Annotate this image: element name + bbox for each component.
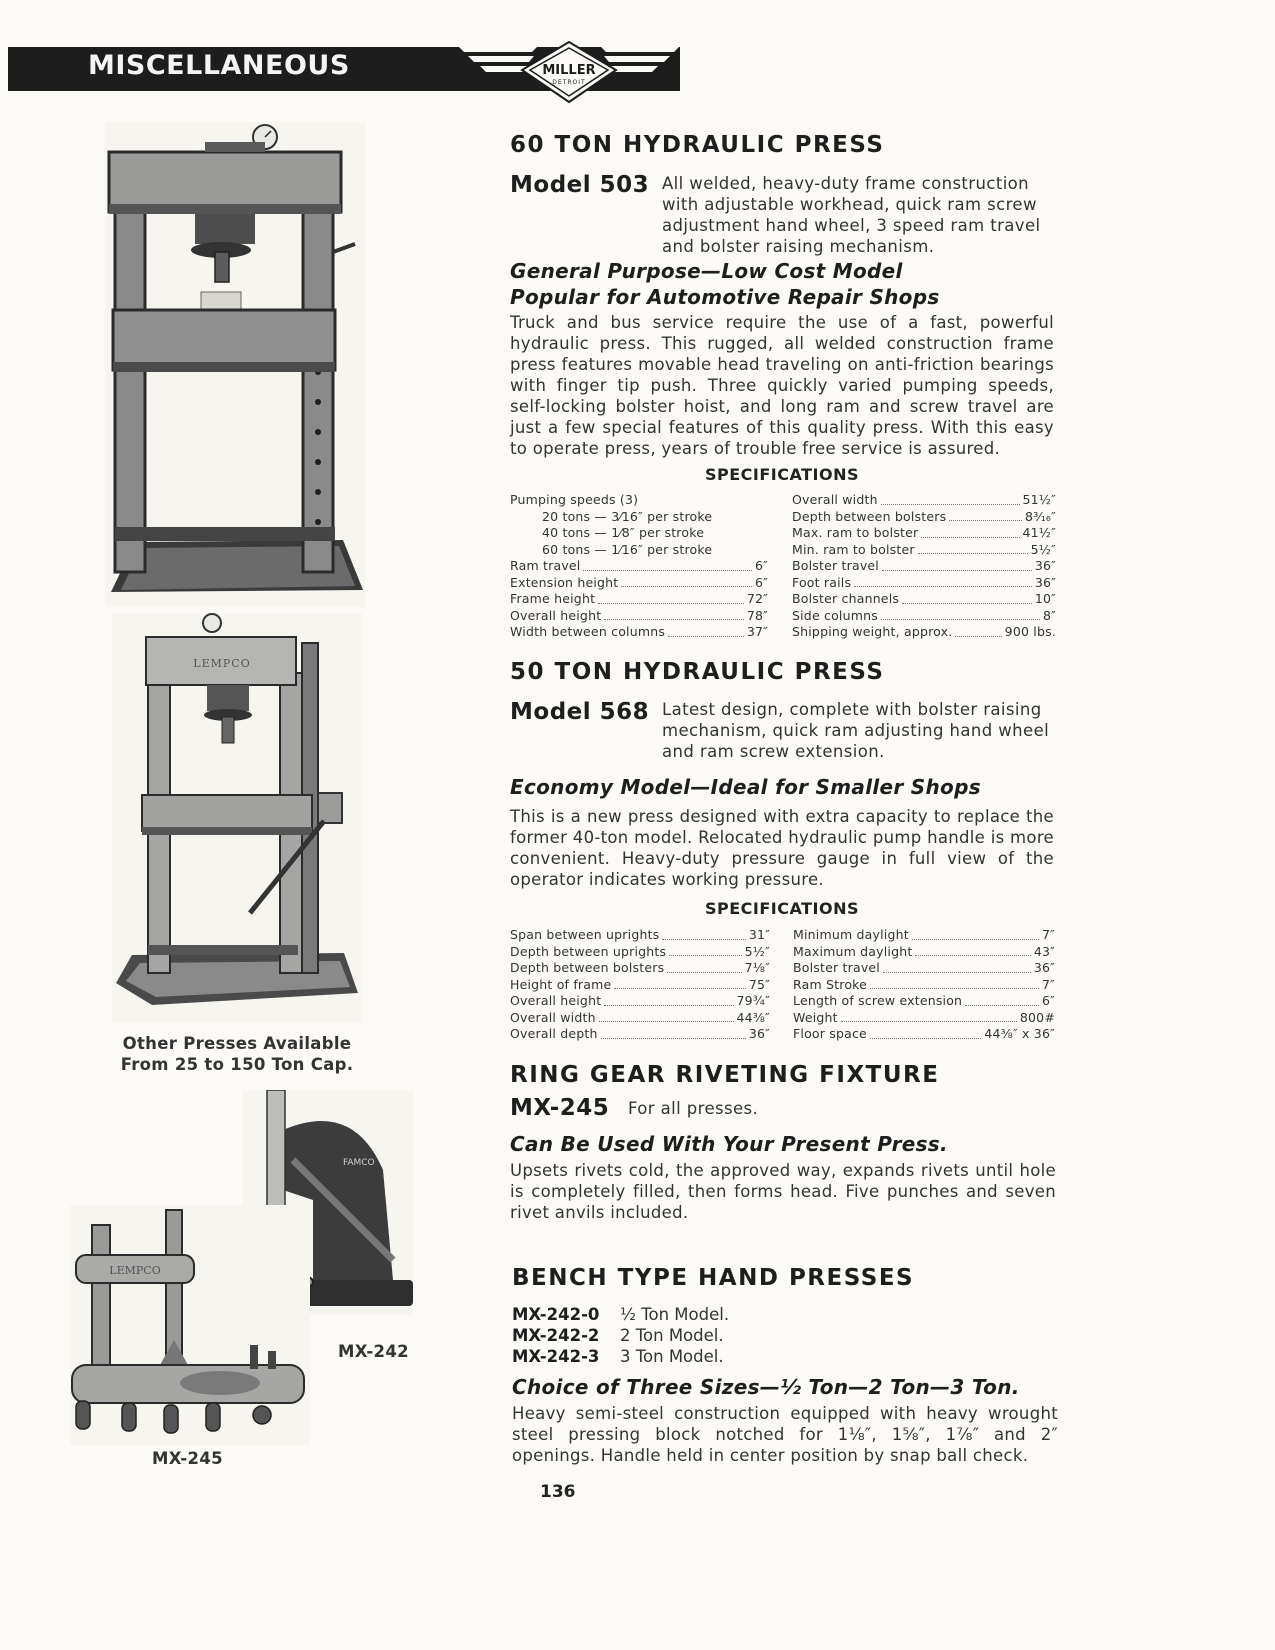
- press-568-spec-heading: SPECIFICATIONS: [704, 899, 860, 918]
- press-568-model: Model 568: [510, 699, 650, 725]
- ring-gear-model: MX-245: [510, 1095, 610, 1121]
- spec-row: Floor space 44⅜″ x 36″: [793, 1026, 1055, 1041]
- press-503-specs-right: [792, 492, 1056, 641]
- spec-row: Extension height 6″: [510, 574, 768, 590]
- spec-row: Ram travel 6″: [510, 558, 768, 573]
- ring-gear-title: RING GEAR RIVETING FIXTURE: [510, 1062, 940, 1088]
- spec-row: Bolster channels 10″: [792, 591, 1056, 606]
- spec-row: Depth between bolsters 8³⁄₁₆″: [792, 508, 1056, 524]
- press-503-specs-left: [510, 492, 768, 641]
- press-568-specs-right: [793, 927, 1055, 1043]
- spec-row: Height of frame 75″: [510, 976, 770, 992]
- bench-model-row: MX-242-2 2 Ton Model.: [512, 1326, 724, 1345]
- arbor-nameplate: FAMCO: [343, 1158, 375, 1168]
- spec-row: Ram Stroke 7″: [793, 976, 1055, 992]
- bench-press-title: BENCH TYPE HAND PRESSES: [512, 1265, 915, 1291]
- spec-row: Weight 800#: [793, 1009, 1055, 1025]
- press-503-model: Model 503: [510, 172, 650, 198]
- press-568-subheading: Economy Model—Ideal for Smaller Shops: [510, 775, 981, 799]
- spec-row: Overall height 78″: [510, 607, 768, 623]
- spec-row: Span between uprights 31″: [510, 927, 770, 942]
- press-503-spec-heading: SPECIFICATIONS: [704, 465, 860, 484]
- spec-row: Overall height 79¾″: [510, 993, 770, 1008]
- ring-gear-body: Upsets rivets cold, the approved way, expands rivets until hole is completely filled, then forms head. Five punches and seven rivet anvils included.: [510, 1161, 1056, 1222]
- spec-row: Side columns 8″: [792, 607, 1056, 623]
- press-568-specs-left: [510, 927, 770, 1043]
- press-568-illustration: [112, 613, 362, 1023]
- page-number: 136: [540, 1482, 576, 1502]
- bench-press-models: [512, 1304, 729, 1367]
- bench-model-row: MX-242-0 ½ Ton Model.: [512, 1305, 730, 1324]
- fixture-nameplate: LEMPCO: [109, 1264, 161, 1277]
- spec-row: Foot rails 36″: [792, 574, 1056, 590]
- spec-row: Depth between uprights 5½″: [510, 943, 770, 959]
- bench-press-subheading: Choice of Three Sizes—½ Ton—2 Ton—3 Ton.: [512, 1375, 1020, 1399]
- press-503-illustration: [105, 122, 365, 607]
- spec-row: Minimum daylight 7″: [793, 927, 1055, 942]
- logo-name: MILLER: [542, 63, 596, 78]
- spec-row: Overall width 44⅜″: [510, 1009, 770, 1025]
- press-503-title: 60 TON HYDRAULIC PRESS: [510, 132, 885, 158]
- caption-line-2: From 25 to 150 Ton Cap.: [120, 1055, 354, 1074]
- mx-245-fixture-illustration: [70, 1205, 310, 1445]
- spec-row: Maximum daylight 43″: [793, 943, 1055, 959]
- logo-city: DETROIT: [552, 79, 586, 86]
- press-568-description: Latest design, complete with bolster raising mechanism, quick ram adjusting hand wheel and ram screw extension.: [662, 700, 1050, 761]
- miller-logo: [458, 36, 680, 110]
- press-503-subheading-2: Popular for Automotive Repair Shops: [510, 285, 940, 309]
- other-presses-caption: [112, 1033, 362, 1075]
- spec-row: Depth between bolsters 7⅛″: [510, 960, 770, 975]
- spec-row: Shipping weight, approx. 900 lbs.: [792, 624, 1056, 639]
- bench-press-body: Heavy semi-steel construction equipped with heavy wrought steel pressing block notched for 1⅛″, 1⅝″, 1⅞″ and 2″ openings. Handle held in center position by snap ball check.: [512, 1404, 1058, 1465]
- ring-gear-subheading: Can Be Used With Your Present Press.: [510, 1132, 948, 1156]
- mx-242-label: MX-242: [338, 1342, 409, 1361]
- pumping-speed-60: 60 tons — 1⁄16″ per stroke: [542, 541, 713, 557]
- press-503-description: All welded, heavy-duty frame construction with adjustable workhead, quick ram screw adjustment hand wheel, 3 speed ram travel and bolster raising mechanism.: [662, 174, 1041, 256]
- section-title: MISCELLANEOUS: [88, 50, 350, 81]
- spec-row: Bolster travel 36″: [792, 558, 1056, 573]
- press-503-body: Truck and bus service require the use of a fast, powerful hydraulic press. This rugged, all welded construction frame press features movable head traveling on anti-friction bearings with finger tip push. Three quickly varied pumping speeds, self-locking bolster hoist, and long ram and screw travel are just a few special features of this quality press. With this easy to operate press, years of trouble free service is assured.: [510, 313, 1054, 458]
- spec-row: Max. ram to bolster 41½″: [792, 525, 1056, 540]
- spec-row: Overall depth 36″: [510, 1026, 770, 1041]
- pumping-speed-20: 20 tons — 3⁄16″ per stroke: [542, 508, 713, 524]
- pumping-speed-40: 40 tons — 1⁄8″ per stroke: [542, 525, 705, 540]
- press-568-body: This is a new press designed with extra capacity to replace the former 40-ton model. Relocated hydraulic pump handle is more convenient. Heavy-duty pressure gauge in full view of the operator indicates working pressure.: [510, 807, 1054, 889]
- spec-row: Bolster travel 36″: [793, 960, 1055, 975]
- spec-row: Overall width 51½″: [792, 492, 1056, 507]
- bench-model-row: MX-242-3 3 Ton Model.: [512, 1347, 724, 1366]
- caption-line-1: Other Presses Available: [122, 1034, 352, 1053]
- press-568-nameplate: LEMPCO: [193, 657, 251, 670]
- press-568-title: 50 TON HYDRAULIC PRESS: [510, 659, 885, 685]
- pumping-speeds-label: Pumping speeds (3): [510, 492, 639, 507]
- ring-gear-model-desc: For all presses.: [628, 1099, 759, 1118]
- spec-row: Width between columns 37″: [510, 624, 768, 639]
- press-503-subheading-1: General Purpose—Low Cost Model: [510, 259, 903, 283]
- spec-row: Min. ram to bolster 5½″: [792, 541, 1056, 557]
- spec-row: Frame height 72″: [510, 591, 768, 606]
- mx-245-label: MX-245: [152, 1449, 223, 1468]
- spec-row: Length of screw extension 6″: [793, 993, 1055, 1008]
